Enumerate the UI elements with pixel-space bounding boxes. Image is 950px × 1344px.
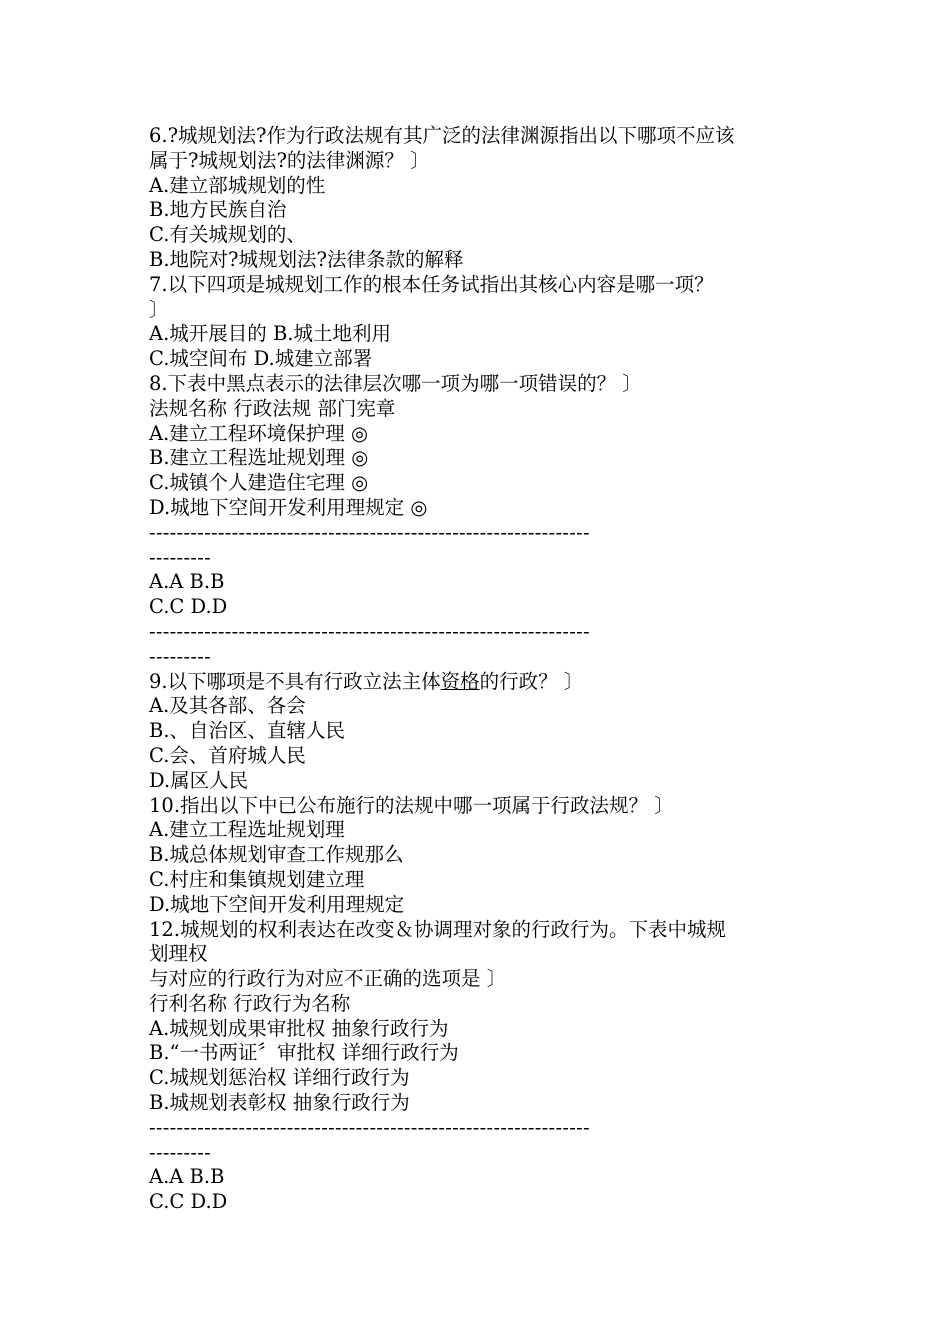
option-a: A.建立工程选址规划理 <box>149 818 345 842</box>
divider-line: ---------------------------------------------------------------- <box>149 1115 590 1139</box>
underlined-term: 资格 <box>440 669 480 693</box>
table-row-d: D.城地下空间开发利用理规定 ◎ <box>149 495 428 519</box>
question-9-text-end: 的行政？ 〕 <box>479 669 584 693</box>
option-d: D.属区人民 <box>149 768 249 792</box>
table-row-c: C.城规划惩治权 详细行政行为 <box>149 1066 410 1090</box>
question-12-line-2: 划理权 <box>149 942 208 966</box>
question-6-line-2: 属于?城规划法?的法律渊源？ 〕 <box>149 148 430 172</box>
table-row-b-alt: B.城规划表彰权 抽象行政行为 <box>149 1091 410 1115</box>
table-header: 法规名称 行政法规 部门宪章 <box>149 396 396 420</box>
option-c: C.会、首府城人民 <box>149 743 306 767</box>
question-12-line-1: 12.城规划的权利表达在改变＆协调理对象的行政行为。下表中城规 <box>149 917 727 941</box>
answer-cd: C.C D.D <box>149 1190 228 1214</box>
question-9-text-start: 9.以下哪项是不具有行政立法主体 <box>149 669 441 693</box>
question-8: 8.下表中黑点表示的法律层次哪一项为哪一项错误的？ 〕 <box>149 371 642 395</box>
option-cd: C.城空间布 D.城建立部署 <box>149 347 373 371</box>
option-b: B.城总体规划审查工作规那么 <box>149 843 404 867</box>
divider-line-tail: --------- <box>149 644 211 668</box>
option-c: C.有关城规划的、 <box>149 223 306 247</box>
table-row-b: B.“一书两证〞审批权 详细行政行为 <box>149 1041 459 1065</box>
option-ab: A.城开展目的 B.城土地利用 <box>149 322 392 346</box>
question-9 <box>149 670 829 695</box>
divider-line-tail: --------- <box>149 1140 211 1164</box>
option-b: B.地方民族自治 <box>149 198 287 222</box>
document-page <box>149 124 829 1215</box>
table-row-a: A.建立工程环境保护理 ◎ <box>149 421 368 445</box>
table-row-b: B.建立工程选址规划理 ◎ <box>149 446 369 470</box>
question-6-line-1: 6.?城规划法?作为行政法规有其广泛的法律渊源指出以下哪项不应该 <box>149 124 735 147</box>
answer-ab: A.A B.B <box>149 1165 225 1189</box>
option-b-alt: B.地院对?城规划法?法律条款的解释 <box>149 247 464 271</box>
table-row-c: C.城镇个人建造住宅理 ◎ <box>149 471 369 495</box>
option-b: B.、自治区、直辖人民 <box>149 719 346 743</box>
divider-line-tail: --------- <box>149 545 211 569</box>
answer-ab: A.A B.B <box>149 570 225 594</box>
option-a: A.建立部城规划的性 <box>149 173 326 197</box>
table-row-a: A.城规划成果审批权 抽象行政行为 <box>149 1016 449 1040</box>
question-12-line-3: 与对应的行政行为对应不正确的选项是 〕 <box>149 967 507 991</box>
divider-line: ---------------------------------------------------------------- <box>149 520 590 544</box>
answer-cd: C.C D.D <box>149 595 228 619</box>
option-c: C.村庄和集镇规划建立理 <box>149 867 365 891</box>
option-a: A.及其各部、各会 <box>149 694 306 718</box>
question-7-line-1: 7.以下四项是城规划工作的根本任务试指出其核心内容是哪一项？ <box>149 272 714 296</box>
table-header: 行利名称 行政行为名称 <box>149 991 351 1015</box>
divider-line: ---------------------------------------------------------------- <box>149 619 590 643</box>
question-7-line-2: 〕 <box>149 297 169 321</box>
option-d: D.城地下空间开发利用理规定 <box>149 892 405 916</box>
question-10: 10.指出以下中已公布施行的法规中哪一项属于行政法规？ 〕 <box>149 793 674 817</box>
